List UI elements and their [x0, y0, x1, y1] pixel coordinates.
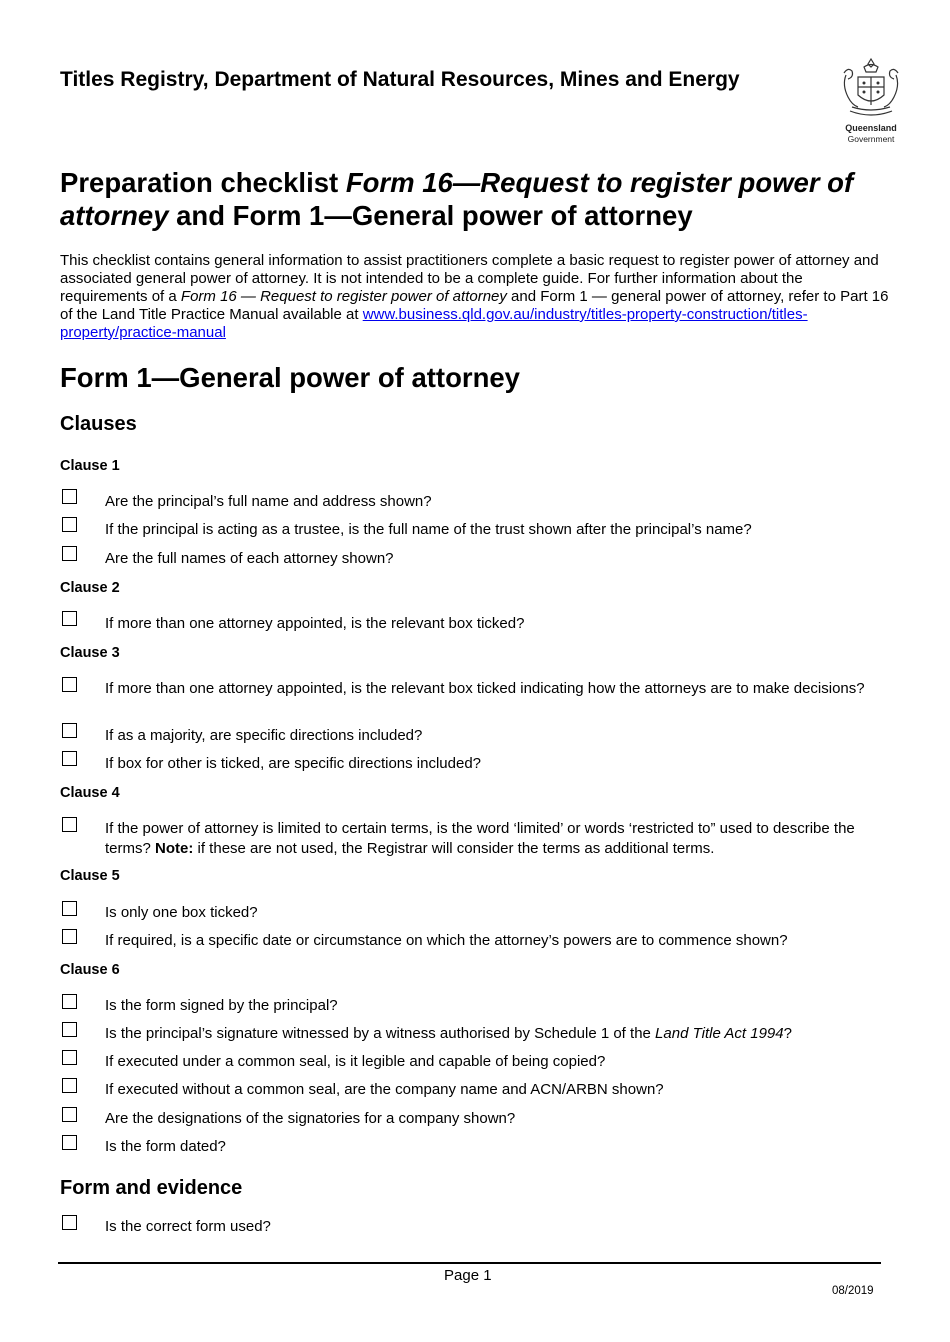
- item-text: Are the designations of the signatories for a company shown?: [105, 1110, 516, 1127]
- logo-line-queensland: Queensland: [845, 123, 897, 133]
- checkbox[interactable]: [62, 723, 77, 738]
- checkbox[interactable]: [62, 517, 77, 532]
- item-text-part: Is the principal’s signature witnessed by a witness authorised by Schedule 1 of the: [105, 1025, 656, 1042]
- queensland-government-logo: [836, 55, 906, 147]
- checkbox[interactable]: [62, 751, 77, 766]
- note-label: Note:: [155, 840, 194, 857]
- item-text: If more than one attorney appointed, is the relevant box ticked?: [105, 615, 525, 632]
- intro-paragraph: [60, 252, 890, 342]
- checkbox[interactable]: [62, 901, 77, 916]
- item-text: If box for other is ticked, are specific directions included?: [105, 755, 482, 772]
- checkbox[interactable]: [62, 546, 77, 561]
- clause-4-label: Clause 4: [60, 785, 120, 801]
- page-number: Page 1: [444, 1267, 492, 1284]
- checkbox[interactable]: [62, 1050, 77, 1065]
- document-title: [60, 166, 890, 232]
- practice-manual-link[interactable]: www.business.qld.gov.au/industry/titles-property-construction/titles-property/practice-manual: [60, 306, 808, 341]
- form-evidence-heading: Form and evidence: [60, 1177, 243, 1199]
- item-text: If required, is a specific date or circumstance on which the attorney’s powers are to commence shown?: [105, 932, 788, 949]
- checkbox[interactable]: [62, 489, 77, 504]
- checkbox[interactable]: [62, 994, 77, 1009]
- item-text-part: If the power of attorney is limited to certain terms, is the word ‘limited’ or words ‘restricted to” used to describe the terms?: [105, 820, 855, 857]
- intro-text-2: and Form 1 — general power of attorney, refer to Part 16 of the Land Title Practice Manual available at: [60, 288, 889, 323]
- title-part-form16: Form 16—Request to register power of attorney: [60, 167, 854, 231]
- clause-6-label: Clause 6: [60, 962, 120, 978]
- item-text: Is only one box ticked?: [105, 904, 258, 921]
- item-text: If more than one attorney appointed, is the relevant box ticked indicating how the attorneys are to make decisions?: [105, 680, 865, 697]
- item-text: [105, 1024, 885, 1044]
- item-text: If as a majority, are specific directions included?: [105, 727, 423, 744]
- registry-header-title: Titles Registry, Department of Natural Resources, Mines and Energy: [60, 68, 740, 91]
- intro-italic-form16: Form 16 — Request to register power of attorney: [180, 288, 507, 305]
- title-part-prefix: Preparation checklist: [60, 167, 346, 198]
- checkbox[interactable]: [62, 1107, 77, 1122]
- checkbox[interactable]: [62, 611, 77, 626]
- item-text: Is the form dated?: [105, 1138, 226, 1155]
- clause-1-label: Clause 1: [60, 458, 120, 474]
- checkbox[interactable]: [62, 1022, 77, 1037]
- item-text: Is the correct form used?: [105, 1218, 271, 1235]
- intro-text-1: This checklist contains general information to assist practitioners complete a basic request to register power of attorney and associated general power of attorney. It is not intended to be a complete guide. For further information about the requirements of a: [60, 252, 879, 305]
- section-title: Form 1—General power of attorney: [60, 362, 520, 393]
- clauses-heading: Clauses: [60, 413, 137, 435]
- item-text: If executed under a common seal, is it legible and capable of being copied?: [105, 1053, 606, 1070]
- item-text: If executed without a common seal, are the company name and ACN/ARBN shown?: [105, 1081, 664, 1098]
- revision-date: 08/2019: [832, 1285, 874, 1297]
- coat-of-arms-icon: [836, 55, 906, 121]
- item-text-part: ?: [783, 1025, 792, 1042]
- checkbox[interactable]: [62, 817, 77, 832]
- item-text: If the principal is acting as a trustee, is the full name of the trust shown after the principal’s name?: [105, 521, 752, 538]
- footer-divider: [58, 1262, 881, 1264]
- item-text-part: if these are not used, the Registrar will consider the terms as additional terms.: [193, 840, 715, 857]
- checkbox[interactable]: [62, 677, 77, 692]
- item-text: Are the principal’s full name and address shown?: [105, 493, 432, 510]
- logo-line-government: Government: [847, 134, 895, 144]
- clause-3-label: Clause 3: [60, 645, 120, 661]
- checkbox[interactable]: [62, 1215, 77, 1230]
- title-part-form1: and Form 1—General power of attorney: [168, 200, 693, 231]
- item-text: Is the form signed by the principal?: [105, 997, 338, 1014]
- checkbox[interactable]: [62, 1135, 77, 1150]
- clause-2-label: Clause 2: [60, 580, 120, 596]
- checkbox[interactable]: [62, 1078, 77, 1093]
- checkbox[interactable]: [62, 929, 77, 944]
- item-text: Are the full names of each attorney shown?: [105, 550, 394, 567]
- clause-5-label: Clause 5: [60, 868, 120, 884]
- act-name: Land Title Act 1994: [655, 1025, 784, 1042]
- item-text: [105, 819, 885, 859]
